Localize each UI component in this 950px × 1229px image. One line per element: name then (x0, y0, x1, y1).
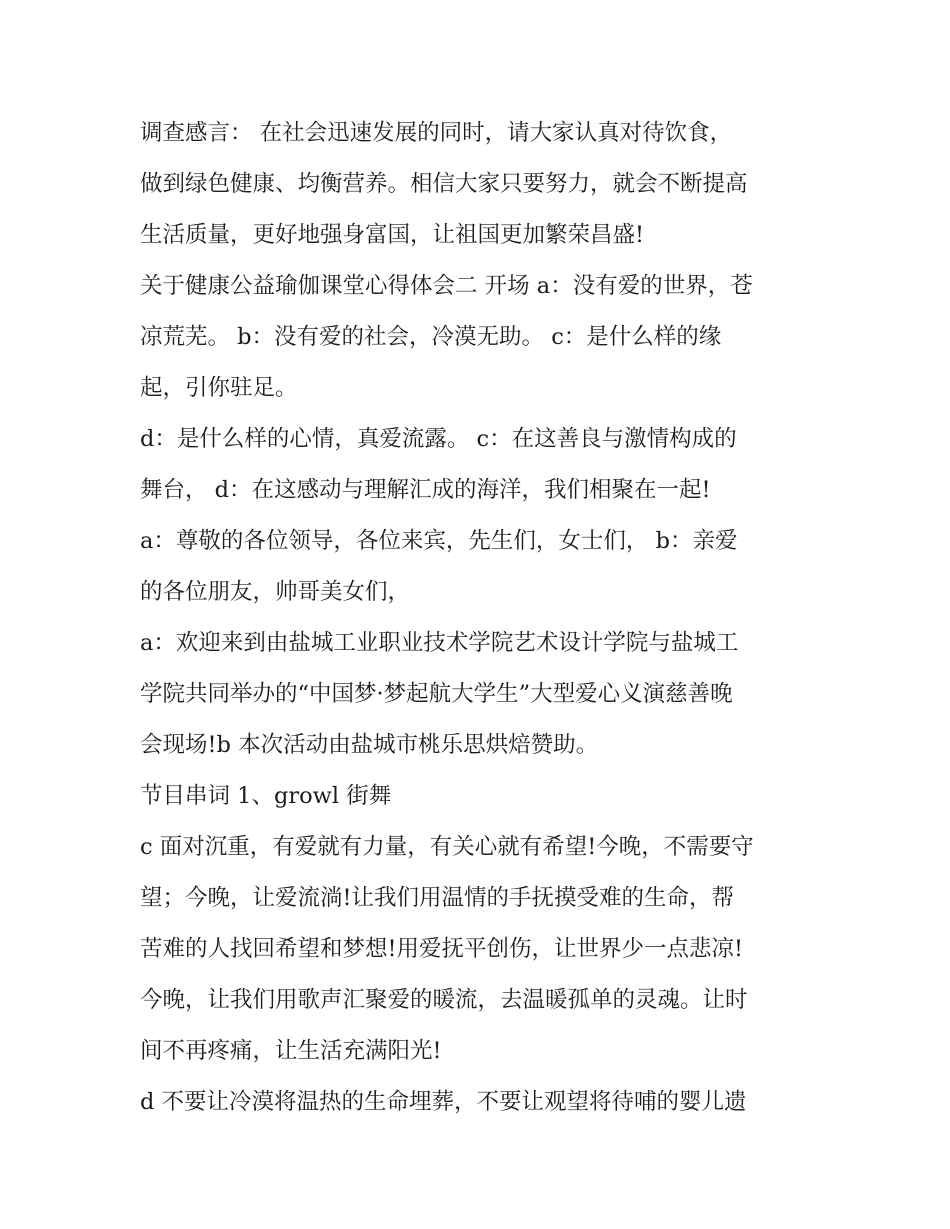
text-line: 学院共同举办的“中国梦·梦起航大学生”大型爱心义演慈善晚 (140, 681, 733, 707)
text-line: c 面对沉重，有爱就有力量，有关心就有希望!今晚，不需要守 (140, 834, 754, 860)
text-line: d：是什么样的心情，真爱流露。 c：在这善良与激情构成的 (140, 426, 737, 452)
text-line: 调查感言： 在社会迅速发展的同时，请大家认真对待饮食， (140, 120, 733, 146)
paragraph-host-c (140, 822, 820, 1077)
paragraph-greeting (140, 516, 820, 618)
text-line: 凉荒芜。 b：没有爱的社会，冷漠无助。 c：是什么样的缘 (140, 324, 722, 350)
text-line: 望；今晚，让爱流淌!让我们用温情的手抚摸受难的生命，帮 (140, 885, 735, 911)
text-line: 苦难的人找回希望和梦想!用爱抚平创伤，让世界少一点悲凉! (140, 936, 744, 962)
text-line: a：尊敬的各位领导，各位来宾，先生们，女士们， b：亲爱 (140, 528, 738, 554)
text-line: 的各位朋友，帅哥美女们， (140, 579, 411, 605)
text-line: d 不要让冷漠将温热的生命埋葬，不要让观望将待哺的婴儿遗 (140, 1089, 747, 1115)
text-line: 关于健康公益瑜伽课堂心得体会二 开场 a：没有爱的世界，苍 (140, 273, 753, 299)
text-line: 今晚，让我们用歌声汇聚爱的暖流，去温暖孤单的灵魂。让时 (140, 987, 748, 1013)
text-line: a：欢迎来到由盐城工业职业技术学院艺术设计学院与盐城工 (140, 630, 739, 656)
paragraph-welcome (140, 618, 820, 771)
text-line: 做到绿色健康、均衡营养。相信大家只要努力，就会不断提高 (140, 171, 748, 197)
paragraph-program-heading (140, 771, 820, 822)
text-line: 会现场!b 本次活动由盐城市桃乐思烘焙赞助。 (140, 732, 599, 758)
paragraph-survey-remarks (140, 108, 820, 261)
text-line: 起，引你驻足。 (140, 375, 298, 401)
paragraph-opening (140, 261, 820, 414)
document-body (140, 108, 820, 1128)
paragraph-host-d (140, 414, 820, 516)
text-line: 间不再疼痛，让生活充满阳光! (140, 1038, 442, 1064)
text-line: 舞台， d：在这感动与理解汇成的海洋，我们相聚在一起! (140, 477, 711, 503)
paragraph-host-d-closing (140, 1077, 820, 1128)
text-line: 节目串词 1、growl 街舞 (140, 783, 392, 809)
text-line: 生活质量，更好地强身富国，让祖国更加繁荣昌盛! (140, 222, 645, 248)
